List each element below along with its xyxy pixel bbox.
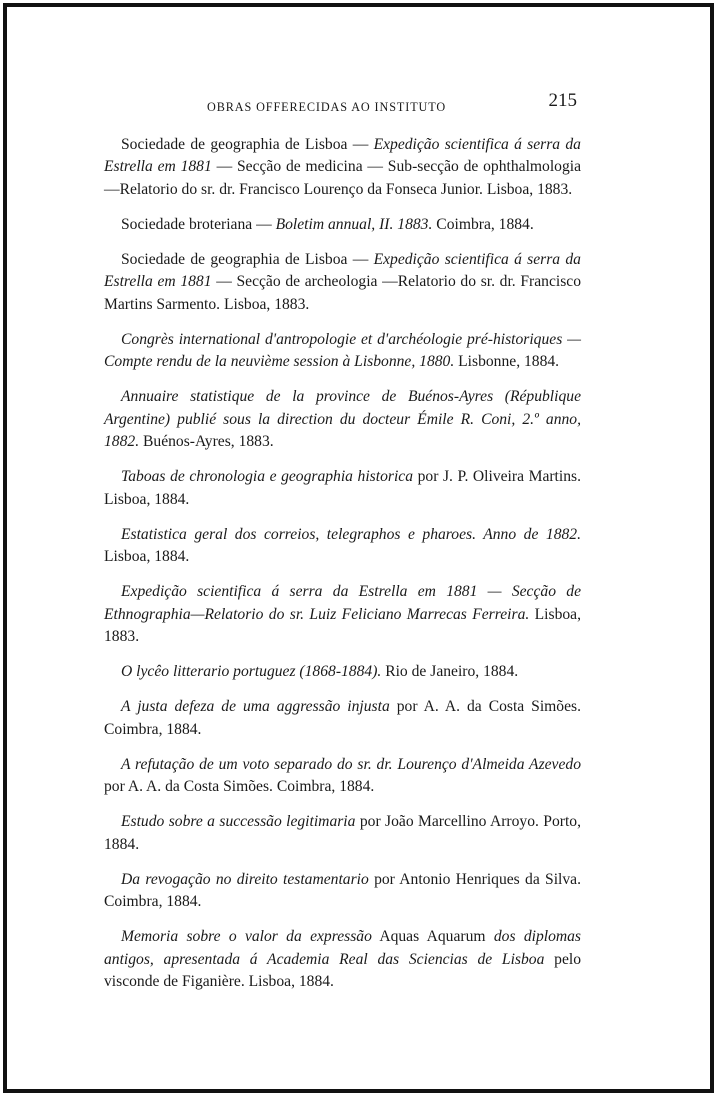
entry-title: Estudo sobre a successão legitimaria <box>121 813 356 831</box>
entry-author: Sociedade de geographia de Lisboa — <box>121 136 369 153</box>
bibliography-entry <box>104 926 581 993</box>
entry-imprint: Rio de Janeiro, 1884. <box>385 663 519 681</box>
entry-author: Sociedade broteriana — <box>121 215 272 233</box>
entry-title: Expedição scientifica á serra da Estrella em 1881 <box>104 251 581 291</box>
entry-title: Congrès international d'antropologie et d'archéologie pré-historiques — Compte rendu de la neuvième session à Lisbonne, 1880. <box>104 330 581 371</box>
entry-imprint: por A. A. da Costa Simões. Coimbra, 1884. <box>104 698 581 738</box>
bibliography-entry <box>104 249 581 316</box>
entry-title: Boletim annual, II. 1883. <box>275 215 433 233</box>
entry-title: Expedição scientifica á serra da Estrella em 1881 <box>104 136 581 176</box>
entry-author: Sociedade de geographia de Lisboa — <box>121 251 369 268</box>
bibliography-entry <box>104 696 581 741</box>
entry-imprint: Lisboa, 1883. <box>104 605 581 646</box>
entry-title: dos diplomas antigos, apresentada á Academia Real das Sciencias de Lisboa <box>104 928 581 968</box>
bibliography-entry <box>104 581 581 648</box>
book-page <box>104 92 581 1006</box>
page-header <box>104 92 581 122</box>
entry-imprint: Buénos-Ayres, 1883. <box>143 433 274 451</box>
entry-imprint: Lisboa, 1884. <box>104 548 190 566</box>
entry-imprint: — Secção de medicina — Sub-secção de ophthalmologia —Relatorio do sr. dr. Francisco Lourenço da Fonseca Junior. Lisboa, 1883. <box>104 158 582 198</box>
entry-title-roman: Aquas Aquarum <box>379 928 486 946</box>
entry-title: A justa defeza de uma aggressão injusta <box>121 698 390 716</box>
entry-imprint: por Antonio Henriques da Silva. Coimbra, 1884. <box>104 870 581 911</box>
entry-imprint: por A. A. da Costa Simões. Coimbra, 1884. <box>104 778 375 796</box>
entry-title: O lycêo litterario portuguez (1868-1884). <box>121 663 382 681</box>
entry-title: Estatistica geral dos correios, telegraphos e pharoes. Anno de 1882. <box>121 525 581 543</box>
entry-imprint: pelo visconde de Figanière. Lisboa, 1884. <box>104 950 581 991</box>
bibliography-entry <box>104 754 581 799</box>
bibliography-entry <box>104 661 581 683</box>
entry-title: Expedição scientifica á serra da Estrella em 1881 — Secção de Ethnographia—Relatorio do sr. Luiz Feliciano Marrecas Ferreira. <box>104 583 581 623</box>
entry-title: Da revogação no direito testamentario <box>121 870 369 888</box>
entry-title: A refutação de um voto separado do sr. dr. Lourenço d'Almeida Azevedo <box>121 755 581 773</box>
bibliography-entry <box>104 466 581 511</box>
entry-imprint: Coimbra, 1884. <box>436 215 534 233</box>
page-number: 215 <box>548 90 577 111</box>
bibliography-entry <box>104 386 581 453</box>
bibliography-entry <box>104 134 581 201</box>
entry-imprint: — Secção de archeologia —Relatorio do sr. dr. Francisco Martins Sarmento. Lisboa, 1883. <box>104 273 581 313</box>
bibliography-entry <box>104 329 581 374</box>
bibliography-entry <box>104 524 581 569</box>
running-title: OBRAS OFFERECIDAS AO INSTITUTO <box>207 100 447 114</box>
entry-title: Taboas de chronologia e geographia historica <box>121 468 414 486</box>
bibliography-entry <box>104 214 581 236</box>
entry-title: Annuaire statistique de la province de Buénos-Ayres (République Argentine) publié sous la direction du docteur Émile R. Coni, 2.º anno, 1882. <box>104 388 581 451</box>
scan-border <box>3 3 714 1093</box>
entry-imprint: por João Marcellino Arroyo. Porto, 1884. <box>104 813 581 853</box>
bibliography-entry <box>104 811 581 856</box>
entry-imprint: por J. P. Oliveira Martins. Lisboa, 1884. <box>104 468 581 508</box>
entry-title: Memoria sobre o valor da expressão <box>121 928 372 946</box>
entry-imprint: Lisbonne, 1884. <box>458 353 560 371</box>
bibliography-entry <box>104 869 581 914</box>
